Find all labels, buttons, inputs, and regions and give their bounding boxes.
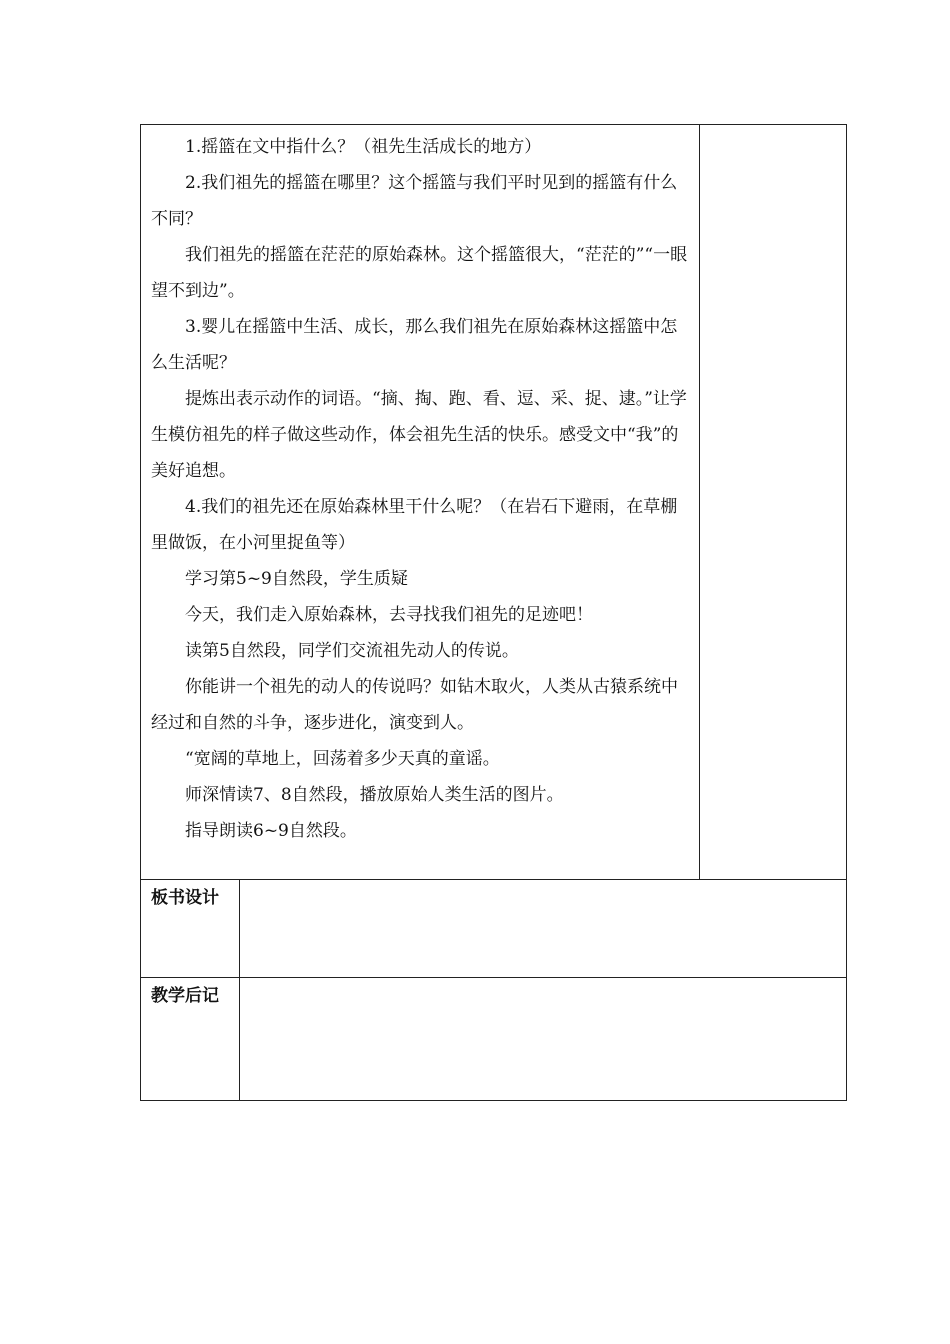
content-paragraph: 读第5自然段，同学们交流祖先动人的传说。	[185, 641, 519, 661]
teaching-notes-content-cell	[240, 978, 847, 1101]
content-paragraph: 师深情读7、8自然段，播放原始人类生活的图片。	[185, 785, 564, 805]
content-paragraph: 提炼出表示动作的词语。“摘、掏、跑、看、逗、采、捉、逮。”让学生模仿祖先的样子做这些动作，体会祖先生活的快乐。感受文中“我”的美好追想。	[151, 389, 687, 481]
board-design-row	[141, 880, 847, 978]
teaching-notes-row	[141, 978, 847, 1101]
side-note-cell	[700, 125, 847, 880]
content-paragraph: 你能讲一个祖先的动人的传说吗？如钻木取火，人类从古猿系统中经过和自然的斗争，逐步进化，演变到人。	[151, 677, 678, 733]
lesson-plan-table	[140, 124, 847, 1101]
lesson-content-cell	[141, 125, 700, 880]
teaching-notes-label: 教学后记	[151, 986, 219, 1006]
board-design-label: 板书设计	[151, 888, 219, 908]
board-design-content-cell	[240, 880, 847, 978]
content-paragraph: 1.摇篮在文中指什么？（祖先生活成长的地方）	[185, 137, 542, 157]
content-row	[141, 125, 847, 880]
content-paragraph: 3.婴儿在摇篮中生活、成长，那么我们祖先在原始森林这摇篮中怎么生活呢？	[151, 317, 678, 373]
content-paragraph: 4.我们的祖先还在原始森林里干什么呢？（在岩石下避雨，在草棚里做饭，在小河里捉鱼等）	[151, 497, 678, 553]
content-paragraph: 我们祖先的摇篮在茫茫的原始森林。这个摇篮很大，“茫茫的”“一眼望不到边”。	[151, 245, 688, 301]
board-design-label-cell	[141, 880, 240, 978]
teaching-notes-label-cell	[141, 978, 240, 1101]
content-paragraph: 今天，我们走入原始森林，去寻找我们祖先的足迹吧！	[185, 605, 593, 625]
content-paragraph: 学习第5~9自然段，学生质疑	[185, 569, 408, 589]
content-paragraph: “宽阔的草地上，回荡着多少天真的童谣。	[185, 749, 500, 769]
content-paragraph: 2.我们祖先的摇篮在哪里？这个摇篮与我们平时见到的摇篮有什么不同？	[151, 173, 678, 229]
content-paragraph: 指导朗读6~9自然段。	[185, 821, 357, 841]
